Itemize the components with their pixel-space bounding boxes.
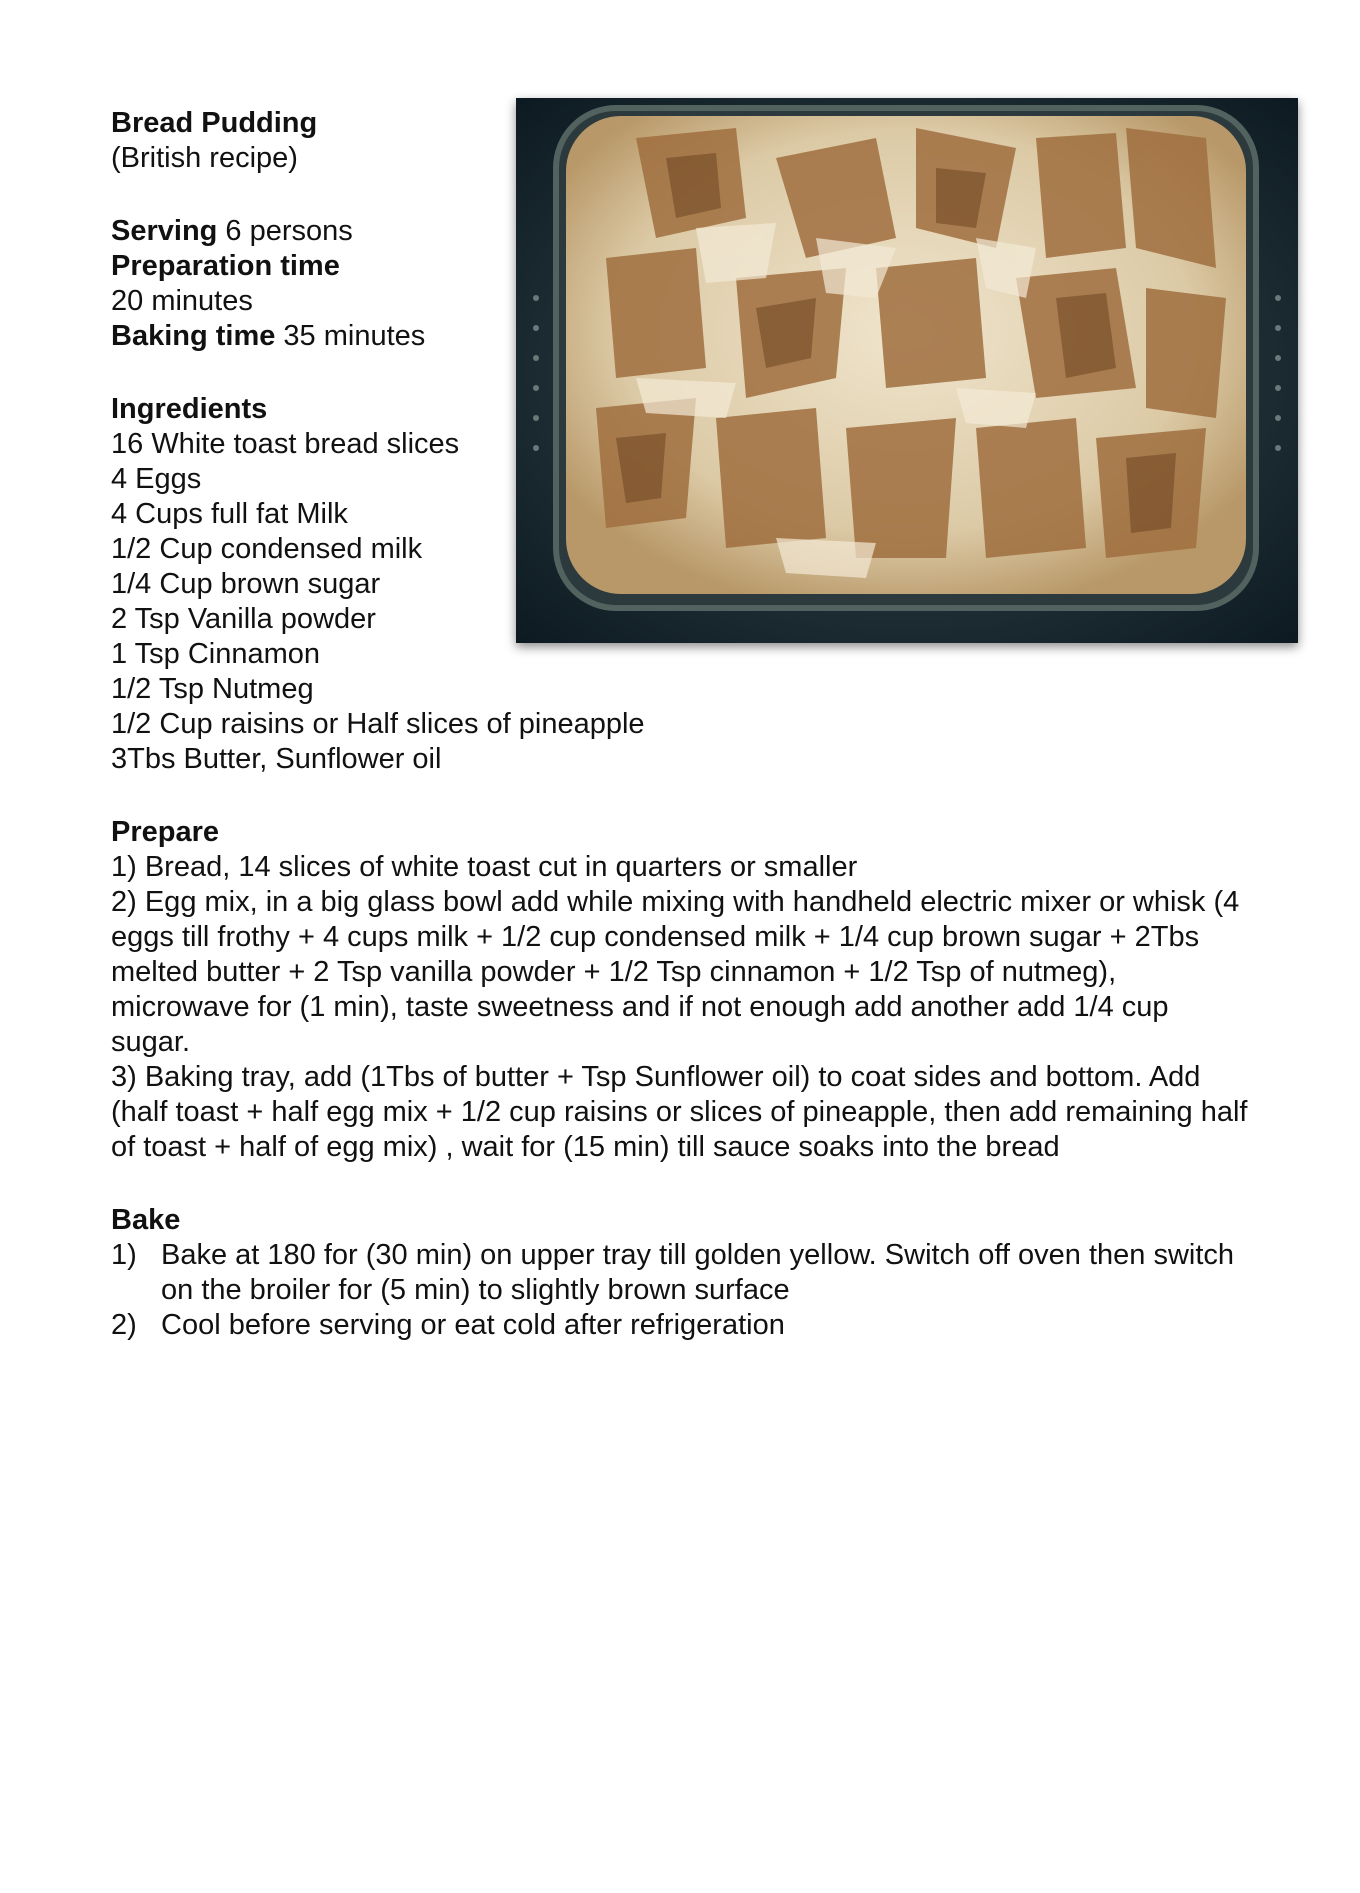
bake-step-1 xyxy=(111,1238,1251,1308)
recipe-subtitle: (British recipe) xyxy=(111,142,298,174)
ingredient-item: 1/2 Tsp Nutmeg xyxy=(111,673,314,705)
prepare-step-2: 2) Egg mix, in a big glass bowl add while mixing with handheld electric mixer or whisk (4 eggs till frothy + 4 cups milk + 1/2 cup condensed milk + 1/4 cup brown sugar + 2Tbs melted butter + 2 Tsp vanilla powder + 1/2 Tsp cinnamon + 1/2 Tsp of nutmeg), microwave for (1 min), taste sweetness and if not enough add another add 1/4 cup sugar. xyxy=(111,886,1240,1058)
ingredient-item: 1/4 Cup brown sugar xyxy=(111,568,381,600)
prepare-step-1: 1) Bread, 14 slices of white toast cut in quarters or smaller xyxy=(111,851,858,883)
ingredients-heading: Ingredients xyxy=(111,393,268,425)
bake-step-number: 1) xyxy=(111,1239,137,1271)
bake-step-2 xyxy=(111,1308,1251,1343)
baking-line xyxy=(111,319,1251,354)
serving-value: 6 persons xyxy=(217,215,353,247)
baking-value: 35 minutes xyxy=(275,320,426,352)
bake-step-text: Bake at 180 for (30 min) on upper tray till golden yellow. Switch off oven then switch on the broiler for (5 min) to slightly brown surface xyxy=(161,1239,1235,1306)
prepare-heading: Prepare xyxy=(111,816,220,848)
ingredient-item: 1/2 Cup raisins or Half slices of pineapple xyxy=(111,708,645,740)
ingredient-item: 16 White toast bread slices xyxy=(111,428,460,460)
ingredient-item: 3Tbs Butter, Sunflower oil xyxy=(111,743,442,775)
bake-heading: Bake xyxy=(111,1204,181,1236)
serving-line xyxy=(111,214,1251,249)
recipe-title: Bread Pudding xyxy=(111,107,318,139)
ingredient-item: 1/2 Cup condensed milk xyxy=(111,533,423,565)
prep-value: 20 minutes xyxy=(111,285,253,317)
bake-step-text: Cool before serving or eat cold after refrigeration xyxy=(161,1309,785,1341)
ingredient-item: 4 Eggs xyxy=(111,463,202,495)
bake-step-number: 2) xyxy=(111,1309,137,1341)
prepare-step-3: 3) Baking tray, add (1Tbs of butter + Tsp Sunflower oil) to coat sides and bottom. Add (half toast + half egg mix + 1/2 cup raisins or slices of pineapple, then add remaining half of toast + half of egg mix) , wait for (15 min) till sauce soaks into the bread xyxy=(111,1061,1248,1163)
recipe-text xyxy=(111,106,1251,1343)
ingredient-item: 4 Cups full fat Milk xyxy=(111,498,348,530)
prep-label: Preparation time xyxy=(111,250,340,282)
serving-label: Serving xyxy=(111,215,218,247)
ingredient-item: 1 Tsp Cinnamon xyxy=(111,638,321,670)
ingredient-item: 2 Tsp Vanilla powder xyxy=(111,603,376,635)
baking-label: Baking time xyxy=(111,320,276,352)
